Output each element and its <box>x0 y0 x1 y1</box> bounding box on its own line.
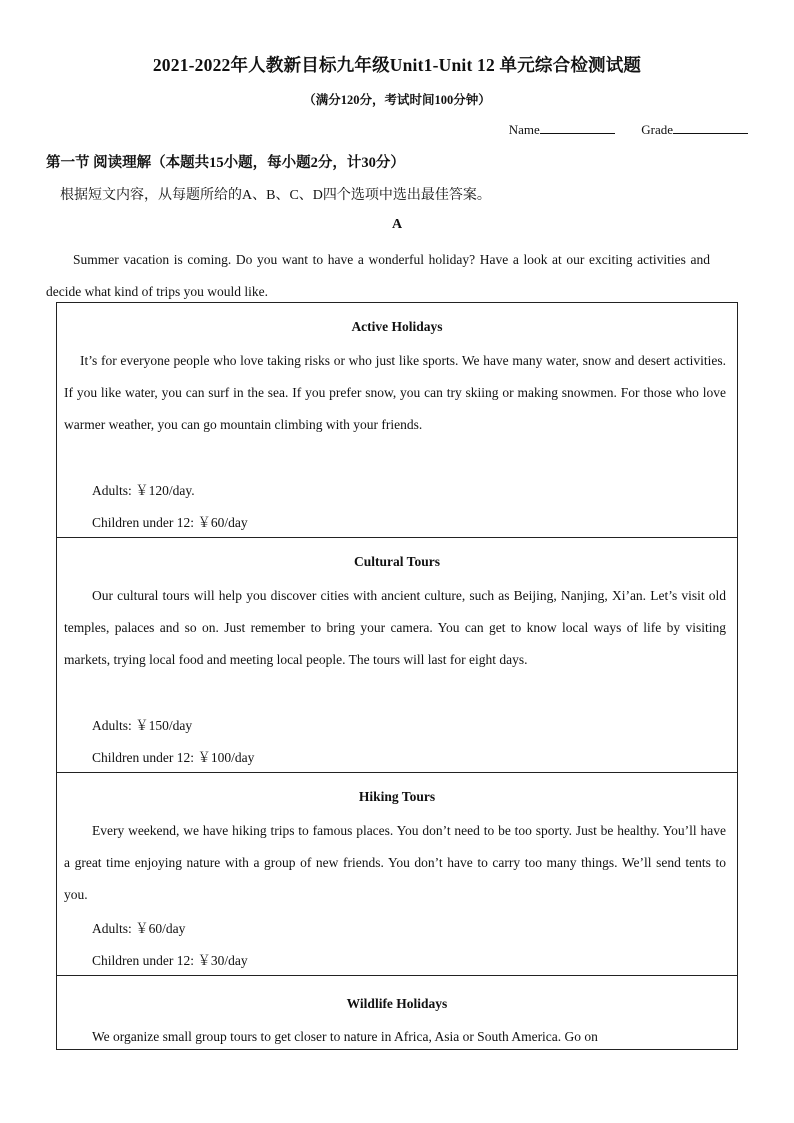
child-price: Children under 12: ￥100/day <box>92 750 255 765</box>
holiday-title: Wildlife Holidays <box>346 996 448 1011</box>
adult-price: Adults: ￥60/day <box>92 921 186 936</box>
passage-intro: Summer vacation is coming. Do you want to have a wonderful holiday? Have a look at our exciting activities and decide what kind of trips you would like. <box>46 252 710 299</box>
grade-label: Grade <box>641 122 673 137</box>
holiday-description: We organize small group tours to get closer to nature in Africa, Asia or South America. Go on <box>92 1029 598 1044</box>
holiday-title: Active Holidays <box>351 319 443 334</box>
name-grade-row <box>509 121 748 138</box>
adult-price: Adults: ￥120/day. <box>92 483 195 498</box>
holiday-cell-wildlife <box>57 976 737 1049</box>
holiday-cell-active <box>57 303 737 538</box>
child-price: Children under 12: ￥30/day <box>92 953 248 968</box>
child-price: Children under 12: ￥60/day <box>92 515 248 530</box>
holiday-description: Our cultural tours will help you discover cities with ancient culture, such as Beijing, Nanjing, Xi’an. Let’s visit old temples, palaces and so on. Just remember to bring your camera. You can get to know local ways of life by visiting markets, trying local food and meeting local people. The tours will last for eight days. <box>64 588 726 667</box>
holiday-table <box>56 302 738 1050</box>
holiday-description: It’s for everyone people who love taking risks or who just like sports. We have many water, snow and desert activities. If you like water, you can surf in the sea. If you prefer snow, you can try skiing or making snowmen. For those who love warmer weather, you can go mountain climbing with your friends. <box>64 353 726 432</box>
passage-label: A <box>391 217 403 232</box>
name-field[interactable] <box>540 121 615 134</box>
grade-field[interactable] <box>673 121 748 134</box>
adult-price: Adults: ￥150/day <box>92 718 193 733</box>
holiday-cell-hiking <box>57 773 737 976</box>
exam-info: （满分120分，考试时间100分钟） <box>303 93 491 107</box>
holiday-title: Hiking Tours <box>358 789 436 804</box>
section-instruction: 根据短文内容，从每题所给的A、B、C、D四个选项中选出最佳答案。 <box>60 188 491 203</box>
holiday-cell-cultural <box>57 538 737 773</box>
holiday-title: Cultural Tours <box>354 554 440 569</box>
page-title: 2021-2022年人教新目标九年级Unit1-Unit 12 单元综合检测试题 <box>152 55 642 75</box>
name-label: Name <box>508 122 540 137</box>
holiday-description: Every weekend, we have hiking trips to famous places. You don’t need to be too sporty. Just be healthy. You’ll have a great time enjoying nature with a group of new friends. You don’t have to carry too many things. We’ll send tents to you. <box>64 823 726 902</box>
section-heading: 第一节 阅读理解（本题共15小题，每小题2分，计30分） <box>46 155 405 171</box>
